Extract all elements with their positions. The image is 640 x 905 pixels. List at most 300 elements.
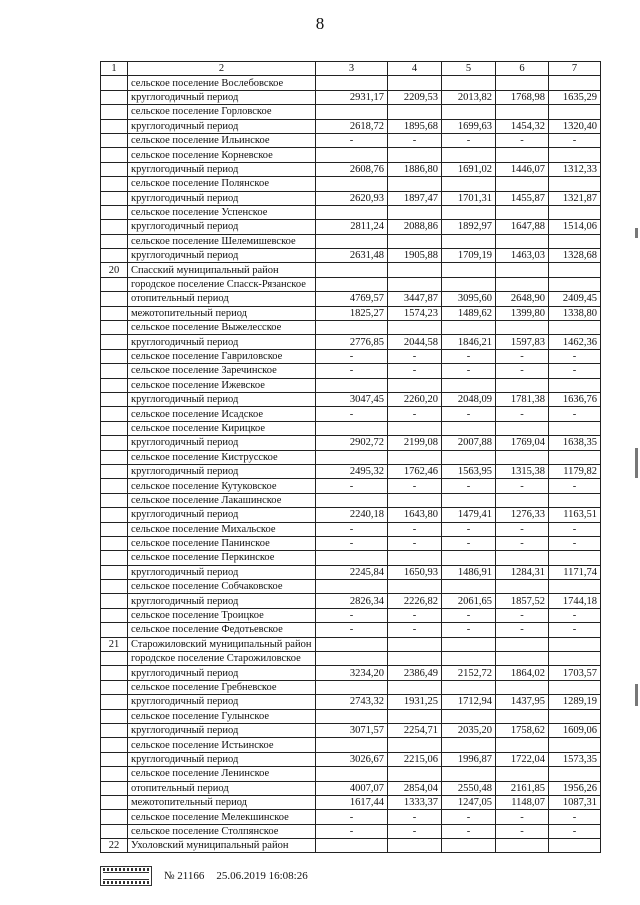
value-cell: 1857,52	[496, 594, 549, 608]
value-cell	[549, 177, 601, 191]
name-cell: круглогодичный период	[128, 90, 316, 104]
value-cell	[442, 148, 496, 162]
row-number-cell	[101, 321, 128, 335]
name-cell: круглогодичный период	[128, 249, 316, 263]
value-cell	[442, 177, 496, 191]
table-row	[101, 177, 601, 191]
table-row	[101, 580, 601, 594]
value-cell	[549, 709, 601, 723]
value-cell: 1573,35	[549, 752, 601, 766]
value-cell	[388, 450, 442, 464]
name-cell: круглогодичный период	[128, 191, 316, 205]
value-cell	[442, 580, 496, 594]
value-cell: 2048,09	[442, 392, 496, 406]
value-cell: -	[549, 133, 601, 147]
name-cell: круглогодичный период	[128, 508, 316, 522]
row-number-cell	[101, 292, 128, 306]
table-row	[101, 364, 601, 378]
value-cell	[496, 205, 549, 219]
table-row	[101, 680, 601, 694]
value-cell	[316, 105, 388, 119]
table-row	[101, 306, 601, 320]
value-cell	[388, 493, 442, 507]
table-row	[101, 133, 601, 147]
table-row	[101, 90, 601, 104]
table-row	[101, 479, 601, 493]
value-cell	[442, 551, 496, 565]
value-cell: 1769,04	[496, 436, 549, 450]
row-number-cell	[101, 623, 128, 637]
table-row	[101, 421, 601, 435]
value-cell	[496, 680, 549, 694]
value-cell	[442, 263, 496, 277]
value-cell: 1276,33	[496, 508, 549, 522]
value-cell: -	[442, 824, 496, 838]
row-number-cell	[101, 249, 128, 263]
value-cell: 1617,44	[316, 795, 388, 809]
value-cell: 4769,57	[316, 292, 388, 306]
value-cell: -	[442, 810, 496, 824]
table-row	[101, 277, 601, 291]
name-cell: сельское поселение Мелекшинское	[128, 810, 316, 824]
value-cell	[496, 421, 549, 435]
value-cell	[496, 234, 549, 248]
value-cell: -	[442, 608, 496, 622]
value-cell: 1463,03	[496, 249, 549, 263]
value-cell: 1996,87	[442, 752, 496, 766]
table-row	[101, 105, 601, 119]
value-cell: 2902,72	[316, 436, 388, 450]
value-cell: 3047,45	[316, 392, 388, 406]
name-cell: Спасский муниципальный район	[128, 263, 316, 277]
name-cell: отопительный период	[128, 781, 316, 795]
value-cell	[316, 277, 388, 291]
value-cell	[388, 652, 442, 666]
value-cell	[496, 738, 549, 752]
column-header: 6	[496, 62, 549, 76]
value-cell: -	[496, 364, 549, 378]
value-cell: 2495,32	[316, 464, 388, 478]
name-cell: межотопительный период	[128, 795, 316, 809]
value-cell: 1284,31	[496, 565, 549, 579]
value-cell: -	[496, 479, 549, 493]
table-row	[101, 292, 601, 306]
value-cell: -	[549, 479, 601, 493]
value-cell: 1709,19	[442, 249, 496, 263]
value-cell: -	[496, 407, 549, 421]
value-cell: 3026,67	[316, 752, 388, 766]
name-cell: межотопительный период	[128, 306, 316, 320]
value-cell: -	[388, 608, 442, 622]
row-number-cell	[101, 450, 128, 464]
table-row	[101, 767, 601, 781]
table-row	[101, 536, 601, 550]
table-row	[101, 824, 601, 838]
table-row	[101, 723, 601, 737]
value-cell: -	[549, 824, 601, 838]
value-cell	[388, 148, 442, 162]
value-cell	[549, 234, 601, 248]
row-number-cell	[101, 580, 128, 594]
value-cell: -	[316, 364, 388, 378]
row-number-cell	[101, 277, 128, 291]
value-cell	[442, 709, 496, 723]
name-cell: круглогодичный период	[128, 565, 316, 579]
table-row	[101, 220, 601, 234]
name-cell: Ухоловский муниципальный район	[128, 839, 316, 853]
row-number-cell	[101, 306, 128, 320]
value-cell: 1744,18	[549, 594, 601, 608]
value-cell: 2409,45	[549, 292, 601, 306]
row-number-cell	[101, 335, 128, 349]
value-cell: 1399,80	[496, 306, 549, 320]
row-number-cell	[101, 752, 128, 766]
value-cell	[442, 493, 496, 507]
value-cell: 1897,47	[388, 191, 442, 205]
value-cell: -	[442, 623, 496, 637]
value-cell	[316, 767, 388, 781]
value-cell: 1148,07	[496, 795, 549, 809]
value-cell: 1315,38	[496, 464, 549, 478]
value-cell	[549, 263, 601, 277]
value-cell	[549, 637, 601, 651]
value-cell: -	[316, 522, 388, 536]
value-cell: 1312,33	[549, 162, 601, 176]
value-cell: 2199,08	[388, 436, 442, 450]
value-cell	[549, 738, 601, 752]
value-cell: 1643,80	[388, 508, 442, 522]
value-cell	[316, 709, 388, 723]
document-registration-stamp-icon	[100, 866, 152, 886]
value-cell: -	[549, 364, 601, 378]
name-cell: Старожиловский муниципальный район	[128, 637, 316, 651]
value-cell: 1638,35	[549, 436, 601, 450]
name-cell: сельское поселение Гулынское	[128, 709, 316, 723]
page-number: 8	[315, 14, 325, 33]
value-cell: 2648,90	[496, 292, 549, 306]
row-number-cell	[101, 479, 128, 493]
row-number-cell	[101, 162, 128, 176]
value-cell: 1454,32	[496, 119, 549, 133]
value-cell	[442, 277, 496, 291]
value-cell: 1247,05	[442, 795, 496, 809]
row-number-cell: 22	[101, 839, 128, 853]
value-cell: 1647,88	[496, 220, 549, 234]
value-cell	[496, 76, 549, 90]
value-cell: 2254,71	[388, 723, 442, 737]
row-number-cell	[101, 824, 128, 838]
table-row	[101, 565, 601, 579]
value-cell	[316, 637, 388, 651]
value-cell: -	[496, 608, 549, 622]
row-number-cell	[101, 205, 128, 219]
name-cell: круглогодичный период	[128, 335, 316, 349]
value-cell: -	[316, 133, 388, 147]
value-cell: 3095,60	[442, 292, 496, 306]
value-cell: 1699,63	[442, 119, 496, 133]
name-cell: сельское поселение Гавриловское	[128, 349, 316, 363]
value-cell	[316, 551, 388, 565]
value-cell	[388, 580, 442, 594]
value-cell: 2620,93	[316, 191, 388, 205]
row-number-cell	[101, 464, 128, 478]
column-header: 1	[101, 62, 128, 76]
value-cell: 2152,72	[442, 666, 496, 680]
value-cell	[549, 205, 601, 219]
name-cell: сельское поселение Истьинское	[128, 738, 316, 752]
value-cell	[388, 767, 442, 781]
name-cell: сельское поселение Вослебовское	[128, 76, 316, 90]
table-row	[101, 464, 601, 478]
value-cell: -	[496, 824, 549, 838]
value-cell: 1289,19	[549, 695, 601, 709]
value-cell	[316, 263, 388, 277]
name-cell: сельское поселение Собчаковское	[128, 580, 316, 594]
value-cell: -	[388, 364, 442, 378]
value-cell: -	[388, 479, 442, 493]
value-cell	[442, 378, 496, 392]
value-cell: 1701,31	[442, 191, 496, 205]
table-row	[101, 162, 601, 176]
footer	[100, 866, 308, 886]
name-cell: сельское поселение Выжелесское	[128, 321, 316, 335]
name-cell: сельское поселение Троицкое	[128, 608, 316, 622]
value-cell: -	[316, 407, 388, 421]
row-number-cell	[101, 364, 128, 378]
value-cell	[549, 76, 601, 90]
value-cell: -	[496, 536, 549, 550]
column-header: 2	[128, 62, 316, 76]
row-number-cell	[101, 191, 128, 205]
value-cell: -	[549, 810, 601, 824]
value-cell: 1489,62	[442, 306, 496, 320]
row-number-cell	[101, 594, 128, 608]
value-cell: 2013,82	[442, 90, 496, 104]
value-cell	[549, 493, 601, 507]
name-cell: сельское поселение Кутуковское	[128, 479, 316, 493]
row-number-cell	[101, 551, 128, 565]
table-row	[101, 594, 601, 608]
value-cell	[496, 263, 549, 277]
value-cell: -	[442, 536, 496, 550]
value-cell	[316, 652, 388, 666]
value-cell: 1650,93	[388, 565, 442, 579]
value-cell: -	[316, 623, 388, 637]
name-cell: сельское поселение Федотьевское	[128, 623, 316, 637]
table-row	[101, 508, 601, 522]
name-cell: сельское поселение Ижевское	[128, 378, 316, 392]
value-cell: 2854,04	[388, 781, 442, 795]
value-cell: 2007,88	[442, 436, 496, 450]
value-cell	[316, 76, 388, 90]
name-cell: сельское поселение Панинское	[128, 536, 316, 550]
name-cell: круглогодичный период	[128, 723, 316, 737]
value-cell: -	[549, 608, 601, 622]
value-cell: 2260,20	[388, 392, 442, 406]
row-number-cell	[101, 508, 128, 522]
value-cell	[442, 839, 496, 853]
value-cell: 2618,72	[316, 119, 388, 133]
value-cell: -	[496, 133, 549, 147]
value-cell: 2776,85	[316, 335, 388, 349]
table-row	[101, 76, 601, 90]
name-cell: сельское поселение Исадское	[128, 407, 316, 421]
name-cell: сельское поселение Михальское	[128, 522, 316, 536]
value-cell: -	[388, 824, 442, 838]
value-cell: -	[442, 407, 496, 421]
value-cell	[388, 551, 442, 565]
row-number-cell	[101, 436, 128, 450]
table-row	[101, 450, 601, 464]
value-cell: -	[388, 349, 442, 363]
value-cell: 1462,36	[549, 335, 601, 349]
value-cell: 1825,27	[316, 306, 388, 320]
value-cell	[549, 378, 601, 392]
row-number-cell	[101, 767, 128, 781]
value-cell: 4007,07	[316, 781, 388, 795]
value-cell	[496, 148, 549, 162]
value-cell	[442, 234, 496, 248]
value-cell: -	[442, 364, 496, 378]
value-cell: 1895,68	[388, 119, 442, 133]
row-number-cell	[101, 133, 128, 147]
value-cell	[388, 421, 442, 435]
name-cell: круглогодичный период	[128, 436, 316, 450]
value-cell: 1321,87	[549, 191, 601, 205]
column-header: 3	[316, 62, 388, 76]
value-cell: 1333,37	[388, 795, 442, 809]
value-cell	[316, 839, 388, 853]
value-cell	[496, 321, 549, 335]
table-row	[101, 623, 601, 637]
value-cell	[496, 652, 549, 666]
row-number-cell	[101, 666, 128, 680]
value-cell: 1486,91	[442, 565, 496, 579]
value-cell: 1597,83	[496, 335, 549, 349]
table-row	[101, 436, 601, 450]
value-cell: -	[549, 407, 601, 421]
row-number-cell: 20	[101, 263, 128, 277]
document-number: № 21166	[164, 870, 205, 882]
row-number-cell	[101, 105, 128, 119]
value-cell	[496, 378, 549, 392]
value-cell: 1328,68	[549, 249, 601, 263]
value-cell	[388, 177, 442, 191]
value-cell	[442, 637, 496, 651]
scan-edge-mark	[635, 684, 638, 706]
value-cell	[316, 421, 388, 435]
value-cell: -	[442, 133, 496, 147]
value-cell: 3234,20	[316, 666, 388, 680]
table-row	[101, 709, 601, 723]
value-cell	[388, 277, 442, 291]
name-cell: сельское поселение Кирицкое	[128, 421, 316, 435]
value-cell	[442, 652, 496, 666]
value-cell	[388, 321, 442, 335]
value-cell	[442, 205, 496, 219]
value-cell	[549, 680, 601, 694]
row-number-cell	[101, 392, 128, 406]
table-row	[101, 810, 601, 824]
value-cell: 2631,48	[316, 249, 388, 263]
value-cell: 1886,80	[388, 162, 442, 176]
value-cell: 1846,21	[442, 335, 496, 349]
row-number-cell	[101, 565, 128, 579]
value-cell: 2088,86	[388, 220, 442, 234]
row-number-cell	[101, 421, 128, 435]
table-row	[101, 349, 601, 363]
value-cell: -	[496, 522, 549, 536]
row-number-cell	[101, 177, 128, 191]
row-number-cell	[101, 795, 128, 809]
value-cell: 3071,57	[316, 723, 388, 737]
value-cell	[316, 450, 388, 464]
value-cell: -	[388, 810, 442, 824]
value-cell	[549, 105, 601, 119]
name-cell: сельское поселение Гребневское	[128, 680, 316, 694]
value-cell	[442, 76, 496, 90]
value-cell: 1087,31	[549, 795, 601, 809]
value-cell: 1703,57	[549, 666, 601, 680]
column-header: 7	[549, 62, 601, 76]
value-cell: 1514,06	[549, 220, 601, 234]
row-number-cell	[101, 148, 128, 162]
value-cell	[388, 234, 442, 248]
value-cell: 1758,62	[496, 723, 549, 737]
table-row	[101, 378, 601, 392]
row-number-cell	[101, 723, 128, 737]
value-cell: 1635,29	[549, 90, 601, 104]
value-cell: -	[316, 824, 388, 838]
value-cell	[496, 493, 549, 507]
value-cell: 1563,95	[442, 464, 496, 478]
value-cell: 1479,41	[442, 508, 496, 522]
table-row	[101, 321, 601, 335]
table-row	[101, 839, 601, 853]
row-number-cell	[101, 493, 128, 507]
value-cell	[316, 738, 388, 752]
value-cell: 1574,23	[388, 306, 442, 320]
value-cell	[549, 148, 601, 162]
value-cell: -	[442, 479, 496, 493]
row-number-cell	[101, 781, 128, 795]
name-cell: сельское поселение Полянское	[128, 177, 316, 191]
name-cell: сельское поселение Лакашинское	[128, 493, 316, 507]
value-cell	[316, 580, 388, 594]
name-cell: сельское поселение Корневское	[128, 148, 316, 162]
row-number-cell	[101, 220, 128, 234]
name-cell: сельское поселение Успенское	[128, 205, 316, 219]
table-row	[101, 781, 601, 795]
value-cell: 1956,26	[549, 781, 601, 795]
value-cell: 1781,38	[496, 392, 549, 406]
name-cell: сельское поселение Заречинское	[128, 364, 316, 378]
value-cell	[442, 767, 496, 781]
value-cell: 1762,46	[388, 464, 442, 478]
name-cell: сельское поселение Киструсское	[128, 450, 316, 464]
value-cell: 2209,53	[388, 90, 442, 104]
name-cell: круглогодичный период	[128, 695, 316, 709]
table-row	[101, 148, 601, 162]
value-cell: 1163,51	[549, 508, 601, 522]
value-cell	[549, 551, 601, 565]
value-cell	[316, 378, 388, 392]
value-cell: -	[316, 536, 388, 550]
name-cell: сельское поселение Перкинское	[128, 551, 316, 565]
table-row	[101, 738, 601, 752]
name-cell: сельское поселение Шелемишевское	[128, 234, 316, 248]
table-row	[101, 249, 601, 263]
